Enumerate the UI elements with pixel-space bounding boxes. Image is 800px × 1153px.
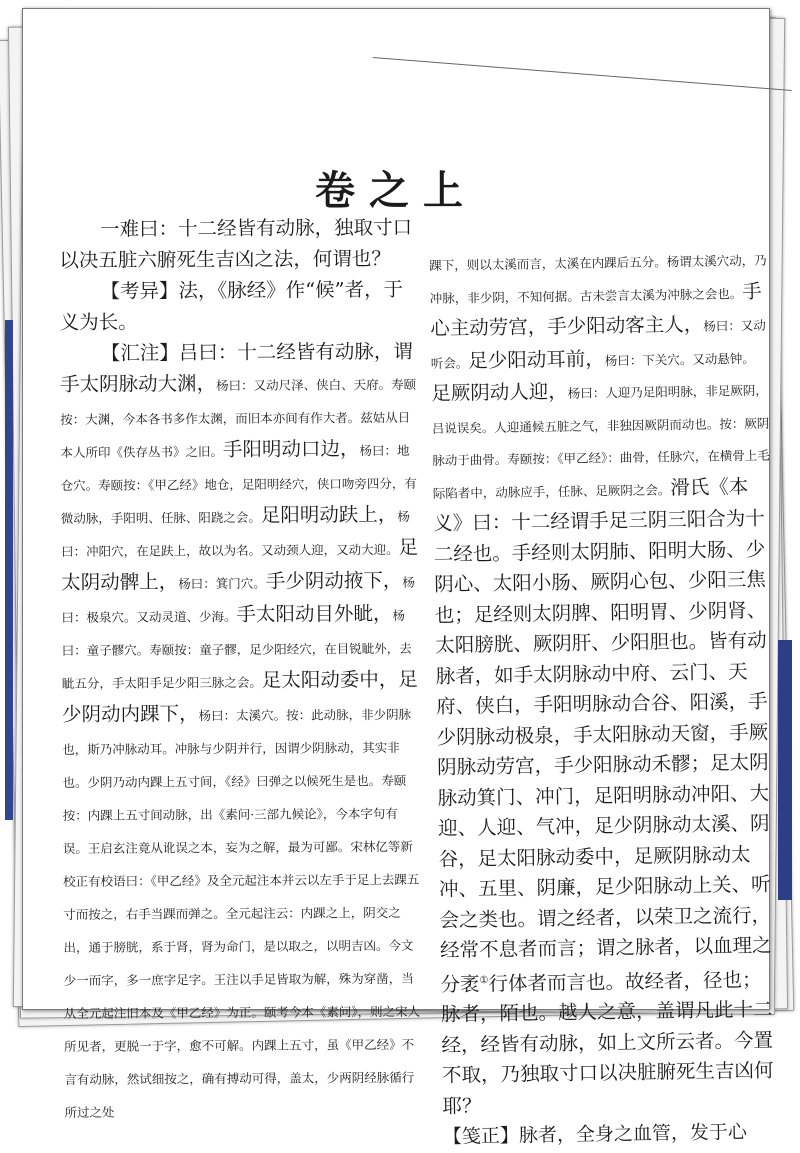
main-text: 足少阳动耳前， xyxy=(468,346,605,372)
annotation-text: 踝下，则以太溪而言，太溪在内踝后五分。杨谓太溪穴动，乃冲脉，非少阴，不知何据。古未尝言太溪为冲脉之会也。 xyxy=(429,252,767,306)
main-text: 足太阴动髀上， xyxy=(61,535,419,594)
main-text: 手太阳动目外眦， xyxy=(236,601,393,626)
main-text: 足厥阴动人迎， xyxy=(431,379,568,405)
main-text: 足太阳动委中，足少阴动内踝下， xyxy=(61,667,418,726)
annotation-text: 杨曰：太溪穴。按：此动脉，非少阴脉也，斯乃冲脉动耳。冲脉与少阴并行，因谓少阴脉动，其实非也。少阴乃动内踝上五寸间，《经》曰弹之以候死生是也。寿颐按：内踝上五寸间动脉，出《素问·三部九候论》，今本字句有误。王启玄注竟从讹误之本，妄为之解，最为可鄙。宋林亿等新校正有校语曰：《甲乙经》及全元起注本并云以左手于足上去踝五寸而按之，右手当踝而弹之。全元起注云：内踝之上，阴交之出，通于膀胱，系于肾，肾为命门，是以取之，以明吉凶。今文少一而字，多一庶字足字。王注以手足皆取为解，殊为穿凿，当从全元起注旧本及《甲乙经》为正。颐考今本《素问》，则之宋人所见者，更脱一于字，愈不可解。内踝上五寸，虽《甲乙经》不言有动脉，然试细按之，确有搏动可得，盖太，少两阴经脉循行所过之处 xyxy=(62,706,421,1120)
annotation-text: 杨曰：又动听会。 xyxy=(430,317,766,371)
right-column xyxy=(429,244,783,1153)
right-text-block xyxy=(429,244,783,1123)
annotation-text: 杨曰：冲阳穴，在足趺上，故以为名。又动颈人迎，又动大迎。 xyxy=(61,508,410,559)
scanned-page xyxy=(22,8,774,1149)
book-spine-edge xyxy=(5,320,13,820)
annotation-text: 杨曰：童子髎穴。寿颐按：童子髎，足少阳经穴，在目锐眦外，去眦五分，手太阳手足少阳三脉之会。 xyxy=(61,607,412,691)
main-text: 手阳明动口边， xyxy=(222,437,360,462)
huizhu-intro xyxy=(60,336,425,1128)
jianzheng-paragraph: 【笺正】脉者，全身之血管，发于心 xyxy=(442,1121,748,1149)
annotation-text: 杨曰：极泉穴。又动灵道、少海。 xyxy=(61,574,415,625)
footnote-marker: ① xyxy=(479,974,489,986)
annotation-text: 杨曰：地仓穴。寿颐按：《甲乙经》地仓，足阳明经穴，侠口吻旁四分，有微动脉，手阳明、任脉、阳跷之会。 xyxy=(60,442,417,526)
page-top-rule xyxy=(373,57,792,91)
main-text: 手心主动劳宫，手少阳动客主人， xyxy=(430,279,762,340)
main-text: 滑氏《本义》曰：十二经谓手足三阴三阳合为十二经也。手经则太阴肺、阳明大肠、少阴心、太阳小肠、厥阴心包、少阳三焦也；足经则太阴脾、阳明胃、少阴肾、太阳膀胱、厥阴肝、少阳胆也。皆有动脉者，如手太阴脉动中府、云门、天府、侠白，手阳明脉动合谷、阳溪，手少阴脉动极泉，手太阳脉动天窗，手厥阴脉动劳宫，手少阳脉动禾髎；足太阴脉动箕门、冲门，足阳明脉动冲阳、大迎、人迎、气冲，足少阴脉动太溪、阴谷，足太阳脉动委中，足厥阴脉动太冲、五里、阴廉，足少阳脉动上关、听会之类也。谓之经者，以荣卫之流行，经常不息者而言；谓之脉者，以血理之分袤 xyxy=(433,474,772,996)
annotation-text: 杨曰：箕门穴。 xyxy=(178,575,266,592)
annotation-text: 杨曰：下关穴。又动悬钟。 xyxy=(604,350,755,368)
question-text: 一难曰：十二经皆有动脉，独取寸口以决五脏六腑死生吉凶之法，何谓也？ xyxy=(59,215,413,272)
huizhu-text: 【汇注】吕曰：十二经皆有动脉，谓手太阴脉动大渊， xyxy=(59,339,413,396)
chapter-title: 卷之上 xyxy=(315,167,477,214)
book-cover-edge xyxy=(778,640,792,900)
kaoyi-paragraph: 【考异】法，《脉经》作“候”者，于义为长。 xyxy=(59,277,404,334)
main-text: 足阳明动趺上， xyxy=(260,502,398,527)
annotation-text: 杨曰：又动尺泽、侠白、天府。寿颐按：大渊，今本各书多作太渊，而旧本亦间有作大者。兹姑从日本人所印《佚存丛书》之旧。 xyxy=(60,376,417,460)
annotation-text: 杨曰：人迎乃足阳明脉，非足厥阴，吕说误矣。人迎通候五脏之气，非独因厥阴而动也。按：厥阴脉动于曲骨。寿颐按：《甲乙经》：曲骨，任脉穴，在横骨上毛际陷者中，动脉应手，任脉、足厥阴之会。 xyxy=(431,382,770,501)
left-column xyxy=(59,212,425,1128)
main-text: 行体者而言也。故经者，径也；脉者，陌也。越人之意，盖谓凡此十二经，经皆有动脉，如上文所云者。今置不取，乃独取寸口以决脏腑死生吉凶何耶？ xyxy=(440,967,774,1118)
main-text: 手少阴动掖下， xyxy=(265,568,403,593)
